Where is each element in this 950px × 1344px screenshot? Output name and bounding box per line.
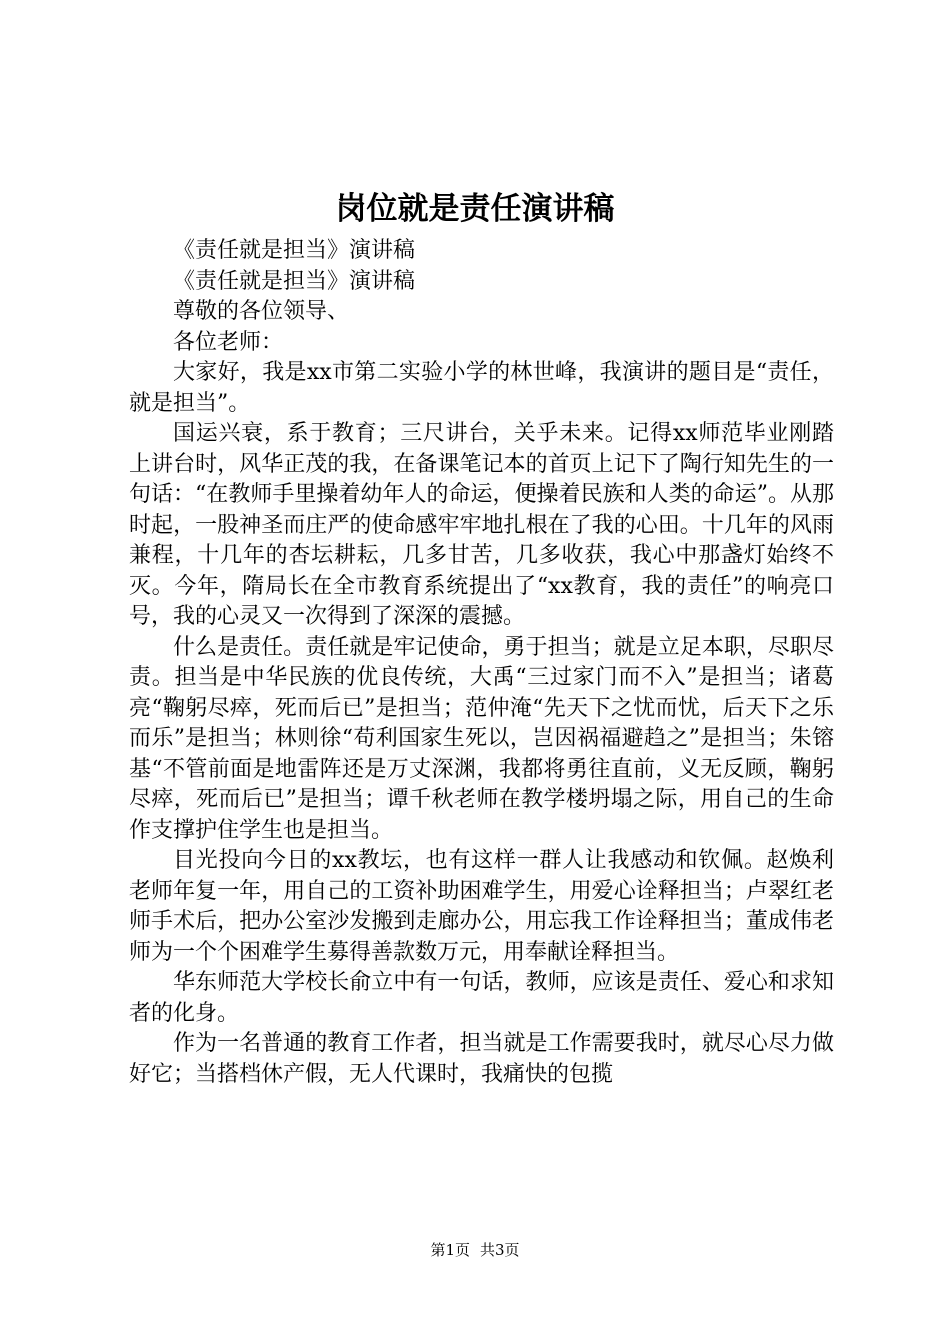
page-footer bbox=[0, 1240, 950, 1260]
paragraph-subtitle-2: 《责任就是担当》演讲稿 bbox=[173, 268, 416, 294]
paragraph-subtitle-1: 《责任就是担当》演讲稿 bbox=[173, 238, 416, 263]
document-body bbox=[129, 236, 834, 1090]
paragraph-salutation-leaders: 尊敬的各位领导、 bbox=[173, 299, 350, 324]
paragraph-what-is-responsibility: 什么是责任。责任就是牢记使命，勇于担当；就是立足本职，尽职尽责。担当是中华民族的优良传统，大禹“三过家门而不入”是担当；诸葛亮“鞠躬尽瘁，死而后已”是担当；范仲淹“先天下之忧而忧，后天下之乐而乐”是担当；林则徐“苟利国家生死以，岂因祸福避趋之”是担当；朱镕基“不管前面是地雷阵还是万丈深渊，我都将勇往直前，义无反顾，鞠躬尽瘁，死而后已”是担当；谭千秋老师在教学楼坍塌之际，用自己的生命作支撑护住学生也是担当。 bbox=[129, 634, 834, 843]
paragraph-local-examples: 目光投向今日的xx教坛，也有这样一群人让我感动和钦佩。赵焕利老师年复一年，用自己的工资补助困难学生，用爱心诠释担当；卢翠红老师手术后，把办公室沙发搬到走廊办公，用忘我工作诠释担当；董成伟老师为一个个困难学生募得善款数万元，用奉献诠释担当。 bbox=[129, 848, 834, 965]
paragraph-quote: 华东师范大学校长俞立中有一句话，教师，应该是责任、爱心和求知者的化身。 bbox=[129, 970, 834, 1026]
page-total: 共3页 bbox=[480, 1241, 520, 1259]
page-number: 第1页 bbox=[430, 1241, 470, 1259]
document-title: 岗位就是责任演讲稿 bbox=[335, 191, 615, 227]
paragraph-personal: 作为一名普通的教育工作者，担当就是工作需要我时，就尽心尽力做好它；当搭档休产假，无人代课时，我痛快的包揽 bbox=[129, 1031, 834, 1087]
paragraph-greeting: 大家好，我是xx市第二实验小学的林世峰，我演讲的题目是“责任，就是担当”。 bbox=[129, 360, 834, 416]
paragraph-education-mission: 国运兴衰，系于教育；三尺讲台，关乎未来。记得xx师范毕业刚踏上讲台时，风华正茂的我，在备课笔记本的首页上记下了陶行知先生的一句话：“在教师手里操着幼年人的命运，便操着民族和人类的命运”。从那时起，一股神圣而庄严的使命感牢牢地扎根在了我的心田。十几年的风雨兼程，十几年的杏坛耕耘，几多甘苦，几多收获，我心中那盏灯始终不灭。今年，隋局长在全市教育系统提出了“xx教育，我的责任”的响亮口号，我的心灵又一次得到了深深的震撼。 bbox=[129, 421, 834, 629]
paragraph-salutation-teachers: 各位老师： bbox=[173, 329, 284, 355]
